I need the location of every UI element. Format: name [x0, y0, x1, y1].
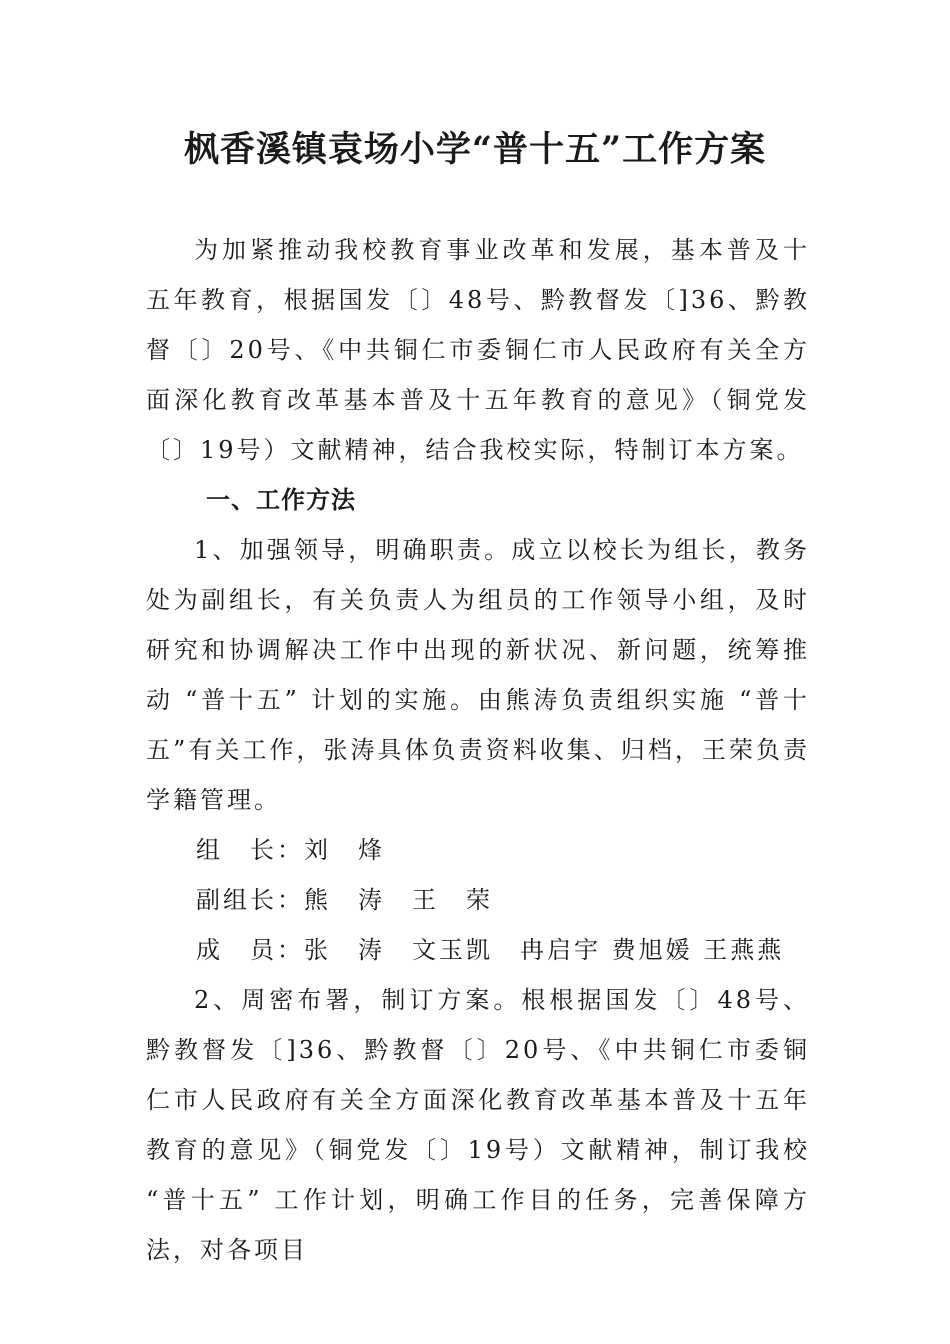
- intro-paragraph: 为加紧推动我校教育事业改革和发展，基本普及十五年教育，根据国发〔〕48号、黔教督发〔]36、黔教督〔〕20号、《中共铜仁市委铜仁市人民政府有关全方面深化教育改革基本普及十五年教育的意见》（铜党发〔〕19号）文献精神，结合我校实际，特制订本方案。: [146, 236, 810, 464]
- members-line: 成 员：张 涛 文玉凯 冉启宇 费旭媛 王燕燕: [196, 936, 785, 964]
- section-heading-work-methods: 一、工作方法: [206, 486, 356, 514]
- deputy-leader-line: 副组长：熊 涛 王 荣: [196, 886, 493, 914]
- item-2-paragraph: 2、周密布署，制订方案。根根据国发〔〕48号、黔教督发〔]36、黔教督〔〕20号、《中共铜仁市委铜仁市人民政府有关全方面深化教育改革基本普及十五年教育的意见》（铜党发〔〕19号）文献精神，制订我校 “普十五” 工作计划，明确工作目的任务，完善保障方法，对各项目: [146, 986, 810, 1264]
- leader-line: 组 长：刘 烽: [196, 836, 385, 864]
- document-body: [146, 225, 810, 1275]
- document-title: 枫香溪镇袁场小学“普十五”工作方案: [183, 129, 767, 170]
- item-1-paragraph: 1、加强领导，明确职责。成立以校长为组长，教务处为副组长，有关负责人为组员的工作领导小组，及时研究和协调解决工作中出现的新状况、新问题，统筹推动 “普十五” 计划的实施。由熊涛负责组织实施 “普十五”有关工作，张涛具体负责资料收集、归档，王荣负责学籍管理。: [146, 536, 810, 814]
